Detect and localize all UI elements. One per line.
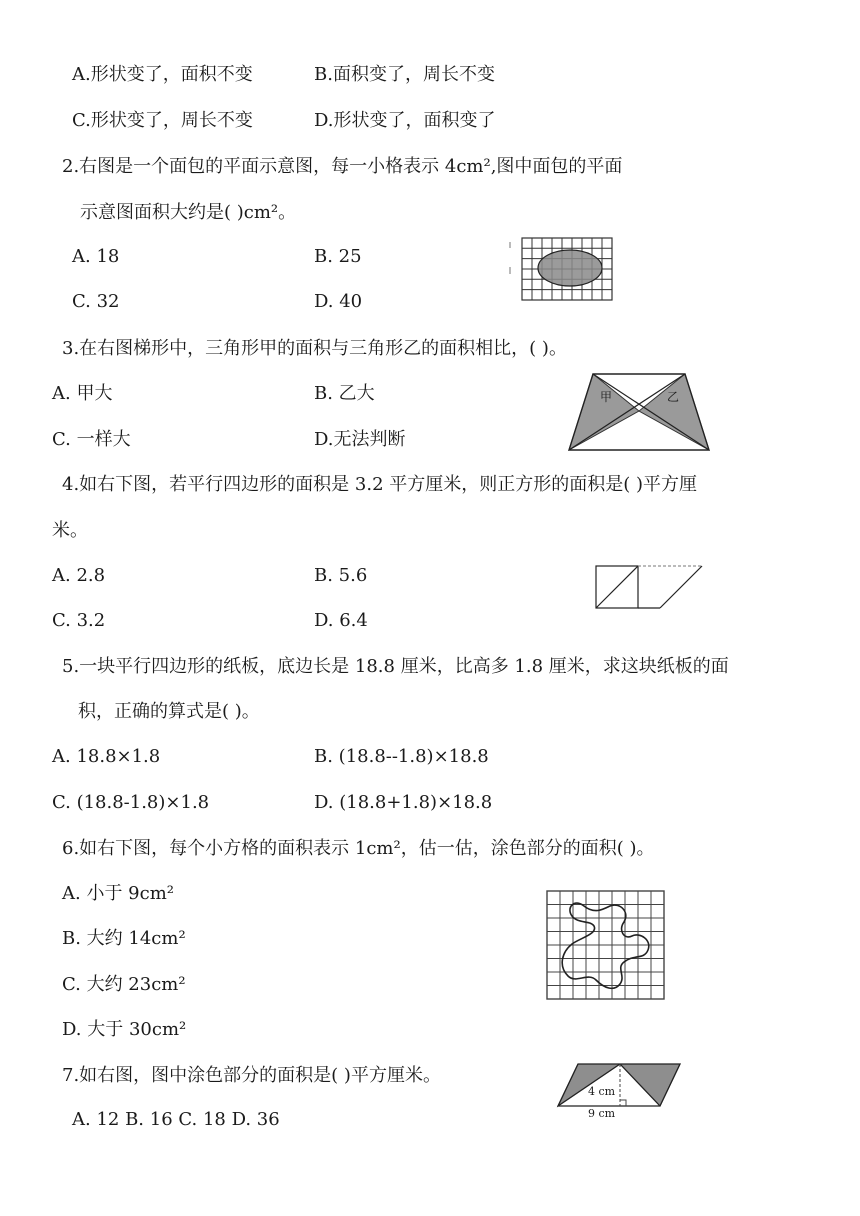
q5-option-d: D. (18.8+1.8)×18.8 <box>314 792 493 813</box>
q6-stem: 6.如右下图，每个小方格的面积表示 1cm²，估一估，涂色部分的面积( )。 <box>62 838 655 859</box>
q6-option-d: D. 大于 30cm² <box>62 1019 187 1040</box>
shaded-parallelogram-figure <box>556 1058 684 1122</box>
base-label: 9 cm <box>588 1107 616 1120</box>
q2-stem-line1: 2.右图是一个面包的平面示意图，每一小格表示 4cm²,图中面包的平面 <box>62 156 623 177</box>
q7-stem: 7.如右图，图中涂色部分的面积是( )平方厘米。 <box>62 1065 441 1086</box>
q3-option-b: B. 乙大 <box>314 383 375 404</box>
q2-option-d: D. 40 <box>314 291 363 312</box>
q3-option-c: C. 一样大 <box>52 429 131 450</box>
height-label: 4 cm <box>588 1085 616 1098</box>
square-parallelogram-figure <box>592 560 706 612</box>
q6-option-b: B. 大约 14cm² <box>62 928 186 949</box>
q2-option-b: B. 25 <box>314 246 362 267</box>
q3-option-d: D.无法判断 <box>314 429 406 450</box>
q1-option-d: D.形状变了，面积变了 <box>314 110 496 131</box>
q4-option-b: B. 5.6 <box>314 565 368 586</box>
q5-option-b: B. (18.8--1.8)×18.8 <box>314 746 489 767</box>
q5-option-a: A. 18.8×1.8 <box>52 746 161 767</box>
q4-stem-line1: 4.如右下图，若平行四边形的面积是 3.2 平方厘米，则正方形的面积是( )平方厘 <box>62 474 698 495</box>
triangle-jia-label: 甲 <box>600 390 613 404</box>
q2-stem-line2: 示意图面积大约是( )cm²。 <box>80 202 297 223</box>
q5-stem-line1: 5.一块平行四边形的纸板，底边长是 18.8 厘米，比高多 1.8 厘米，求这块纸板的面 <box>62 656 729 677</box>
q4-option-c: C. 3.2 <box>52 610 106 631</box>
q3-option-a: A. 甲大 <box>52 383 113 404</box>
q7-options: A. 12 B. 16 C. 18 D. 36 <box>72 1109 280 1130</box>
irregular-shape-grid-figure <box>544 888 666 1002</box>
q3-stem: 3.在右图梯形中，三角形甲的面积与三角形乙的面积相比，( )。 <box>62 338 567 359</box>
q5-stem-line2: 积，正确的算式是( )。 <box>78 701 260 722</box>
bread-grid-figure <box>508 234 618 304</box>
trapezoid-figure <box>567 370 711 454</box>
q4-option-a: A. 2.8 <box>52 565 106 586</box>
q4-option-d: D. 6.4 <box>314 610 368 631</box>
q1-option-b: B.面积变了，周长不变 <box>314 64 495 85</box>
q2-option-c: C. 32 <box>72 291 120 312</box>
q2-option-a: A. 18 <box>72 246 120 267</box>
q1-option-c: C.形状变了，周长不变 <box>72 110 253 131</box>
q1-option-a: A.形状变了，面积不变 <box>72 64 253 85</box>
q6-option-c: C. 大约 23cm² <box>62 974 186 995</box>
q6-option-a: A. 小于 9cm² <box>62 883 174 904</box>
q4-stem-line2: 米。 <box>52 520 88 541</box>
triangle-yi-label: 乙 <box>667 390 680 404</box>
q5-option-c: C. (18.8-1.8)×1.8 <box>52 792 210 813</box>
